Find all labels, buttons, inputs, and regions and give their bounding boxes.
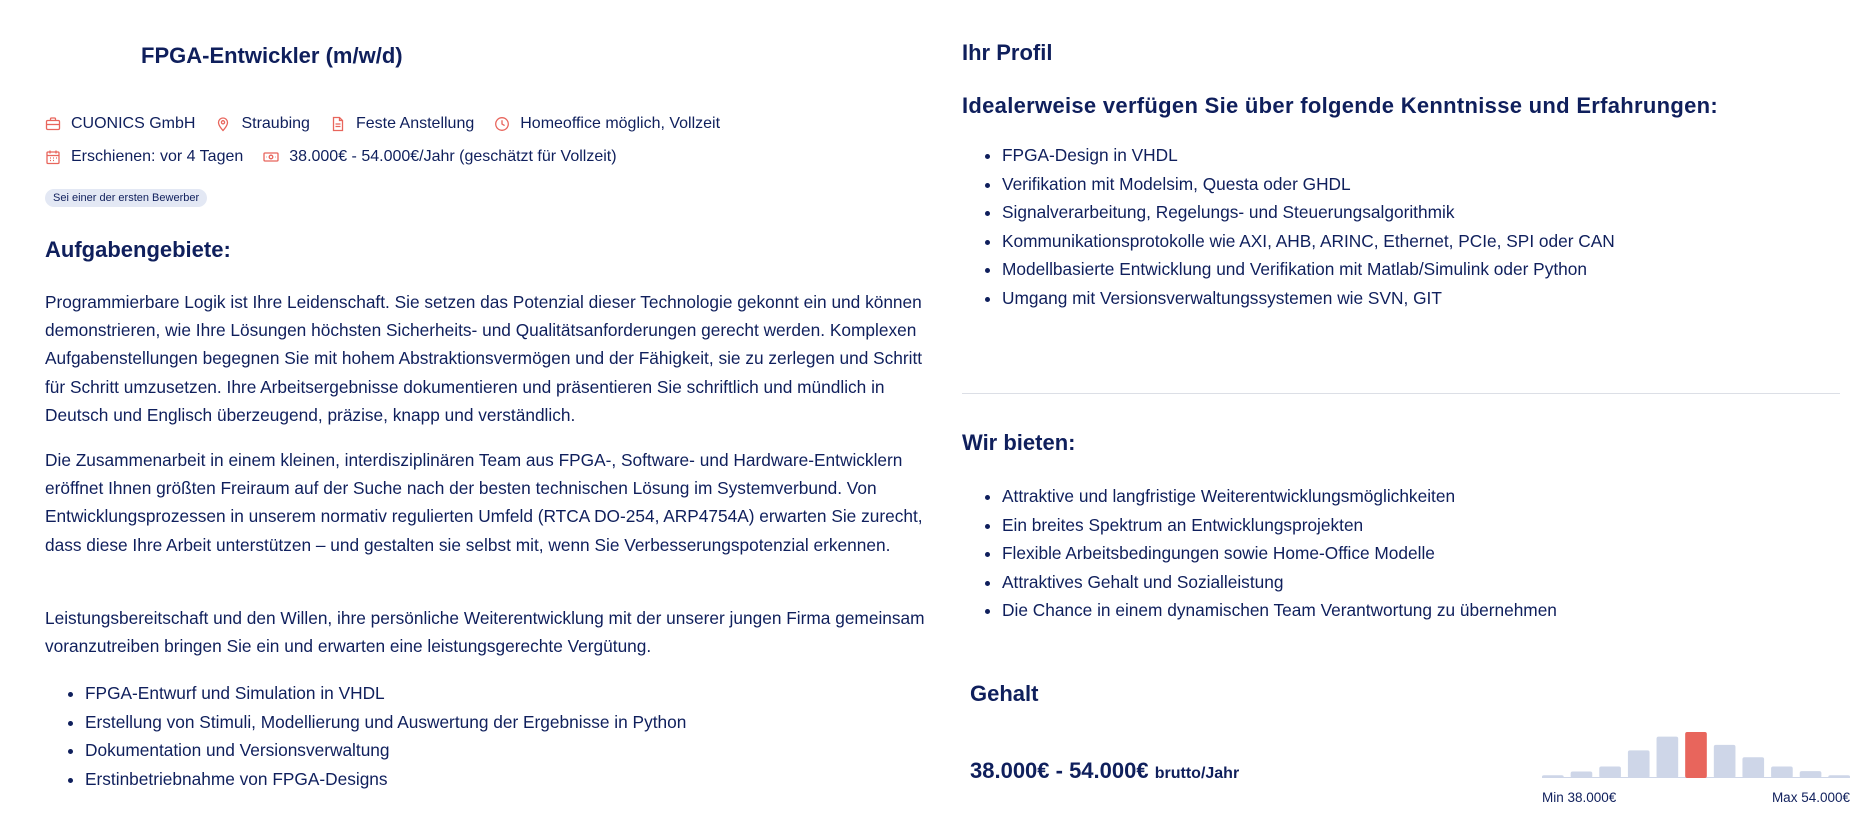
salary-estimate: 38.000€ - 54.000€/Jahr (geschätzt für Vollzeit): [289, 148, 617, 165]
published-meta: [45, 148, 243, 166]
list-item: • Die Chance in einem dynamischen Team Verantwortung zu übernehmen: [1002, 596, 1557, 625]
list-item: • Erstellung von Stimuli, Modellierung und Auswertung der Ergebnisse in Python: [85, 708, 686, 737]
tasks-paragraph: Die Zusammenarbeit in einem kleinen, interdisziplinären Team aus FPGA-, Software- und Hardware-Entwicklern eröffnet Ihnen größten Freiraum auf der Suche nach der besten technischen Lösung im Systemverbund. Von Entwicklungsprozessen in unserem normativ regulierten Umfeld (RTCA DO-254, ARP4754A) erwarten Sie zurecht, dass diese Ihre Arbeit unterstützen – und gestalten sie selbst mit, wenn Sie Verbesserungspotenzial erkennen.: [45, 450, 923, 555]
contract-meta: [330, 115, 474, 133]
published-date: Erschienen: vor 4 Tagen: [71, 148, 244, 165]
salary-unit: brutto/Jahr: [1154, 765, 1240, 782]
company-name: CUONICS GmbH: [71, 115, 196, 132]
money-icon: [263, 149, 279, 165]
tasks-heading: Aufgabengebiete:: [45, 237, 231, 262]
clock-icon: [494, 116, 510, 132]
histogram-bar: [1800, 771, 1822, 778]
list-item: • Signalverarbeitung, Regelungs- und Steuerungsalgorithmik: [1002, 198, 1615, 227]
list-item: • FPGA-Entwurf und Simulation in VHDL: [85, 679, 686, 708]
worktime-meta: [494, 115, 720, 133]
list-item: • Modellbasierte Entwicklung und Verifikation mit Matlab/Simulink oder Python: [1002, 255, 1615, 284]
list-item: • Verifikation mit Modelsim, Questa oder GHDL: [1002, 170, 1615, 199]
list-item: • Ein breites Spektrum an Entwicklungsprojekten: [1002, 511, 1557, 540]
list-item: • Attraktives Gehalt und Sozialleistung: [1002, 568, 1557, 597]
histogram-bar: [1571, 772, 1593, 778]
salary-min-label: Min 38.000€: [1542, 790, 1617, 805]
location: Straubing: [241, 115, 310, 132]
profile-heading: Ihr Profil: [962, 40, 1053, 65]
salary-histogram: [1542, 730, 1850, 778]
tasks-paragraph: Leistungsbereitschaft und den Willen, ihre persönliche Weiterentwicklung mit der unserer jungen Firma gemeinsam voranzutreiben bringen Sie ein und erwarten eine leistungsgerechte Vergütung.: [45, 608, 925, 657]
salary-range: [970, 758, 1239, 784]
profile-subheading: Idealerweise verfügen Sie über folgende Kenntnisse und Erfahrungen:: [962, 93, 1719, 118]
list-item: • Attraktive und langfristige Weiterentwicklungsmöglichkeiten: [1002, 482, 1557, 511]
profile-list: [962, 141, 1615, 312]
histogram-bar: [1828, 775, 1850, 778]
location-meta: [215, 115, 310, 133]
histogram-bar: [1771, 767, 1793, 779]
document-icon: [330, 116, 346, 132]
offer-list: [962, 482, 1557, 625]
histogram-bar-highlight: [1685, 732, 1707, 778]
company-meta: [45, 115, 195, 133]
early-applicant-badge: Sei einer der ersten Bewerber: [45, 189, 207, 207]
histogram-bar: [1542, 775, 1564, 778]
histogram-bar: [1714, 745, 1736, 778]
list-item: • FPGA-Design in VHDL: [1002, 141, 1615, 170]
histogram-bar: [1742, 757, 1764, 778]
tasks-list: [45, 679, 686, 793]
tasks-paragraph: Programmierbare Logik ist Ihre Leidenschaft. Sie setzen das Potenzial dieser Technologie gekonnt ein und können demonstrieren, wie Ihre Lösungen höchsten Sicherheits- und Qualitätsanforderungen gerecht werden. Komplexen Aufgabenstellungen begegnen Sie mit hohem Abstraktionsvermögen und der Fähigkeit, sie zu zerlegen und Schritt für Schritt umzusetzen. Ihre Arbeitsergebnisse dokumentieren und präsentieren Sie schriftlich und mündlich in Deutsch und Englisch überzeugend, präzise, knapp und verständlich.: [45, 292, 923, 425]
salary-max-label: Max 54.000€: [1771, 790, 1850, 805]
contract-type: Feste Anstellung: [355, 115, 475, 132]
list-item: • Erstinbetriebnahme von FPGA-Designs: [85, 765, 686, 794]
list-item: • Umgang mit Versionsverwaltungssystemen wie SVN, GIT: [1002, 284, 1615, 313]
list-item: • Dokumentation und Versionsverwaltung: [85, 736, 686, 765]
list-item: • Kommunikationsprotokolle wie AXI, AHB, ARINC, Ethernet, PCIe, SPI oder CAN: [1002, 227, 1615, 256]
histogram-bar: [1657, 737, 1679, 778]
job-meta-row: [45, 115, 740, 133]
briefcase-icon: [45, 116, 61, 132]
offer-heading: Wir bieten:: [962, 430, 1076, 455]
job-title: FPGA-Entwickler (m/w/d): [141, 43, 403, 68]
histogram-bar: [1599, 767, 1621, 779]
list-item: • Flexible Arbeitsbedingungen sowie Home-Office Modelle: [1002, 539, 1557, 568]
salary-range-value: 38.000€ - 54.000€: [970, 758, 1149, 783]
salary-heading: Gehalt: [970, 681, 1039, 706]
job-meta-row-2: [45, 148, 637, 166]
section-divider: [962, 393, 1840, 394]
salary-meta: [263, 148, 616, 166]
calendar-icon: [45, 149, 61, 165]
histogram-bar: [1628, 750, 1650, 778]
map-pin-icon: [215, 116, 231, 132]
worktime: Homeoffice möglich, Vollzeit: [520, 115, 721, 132]
